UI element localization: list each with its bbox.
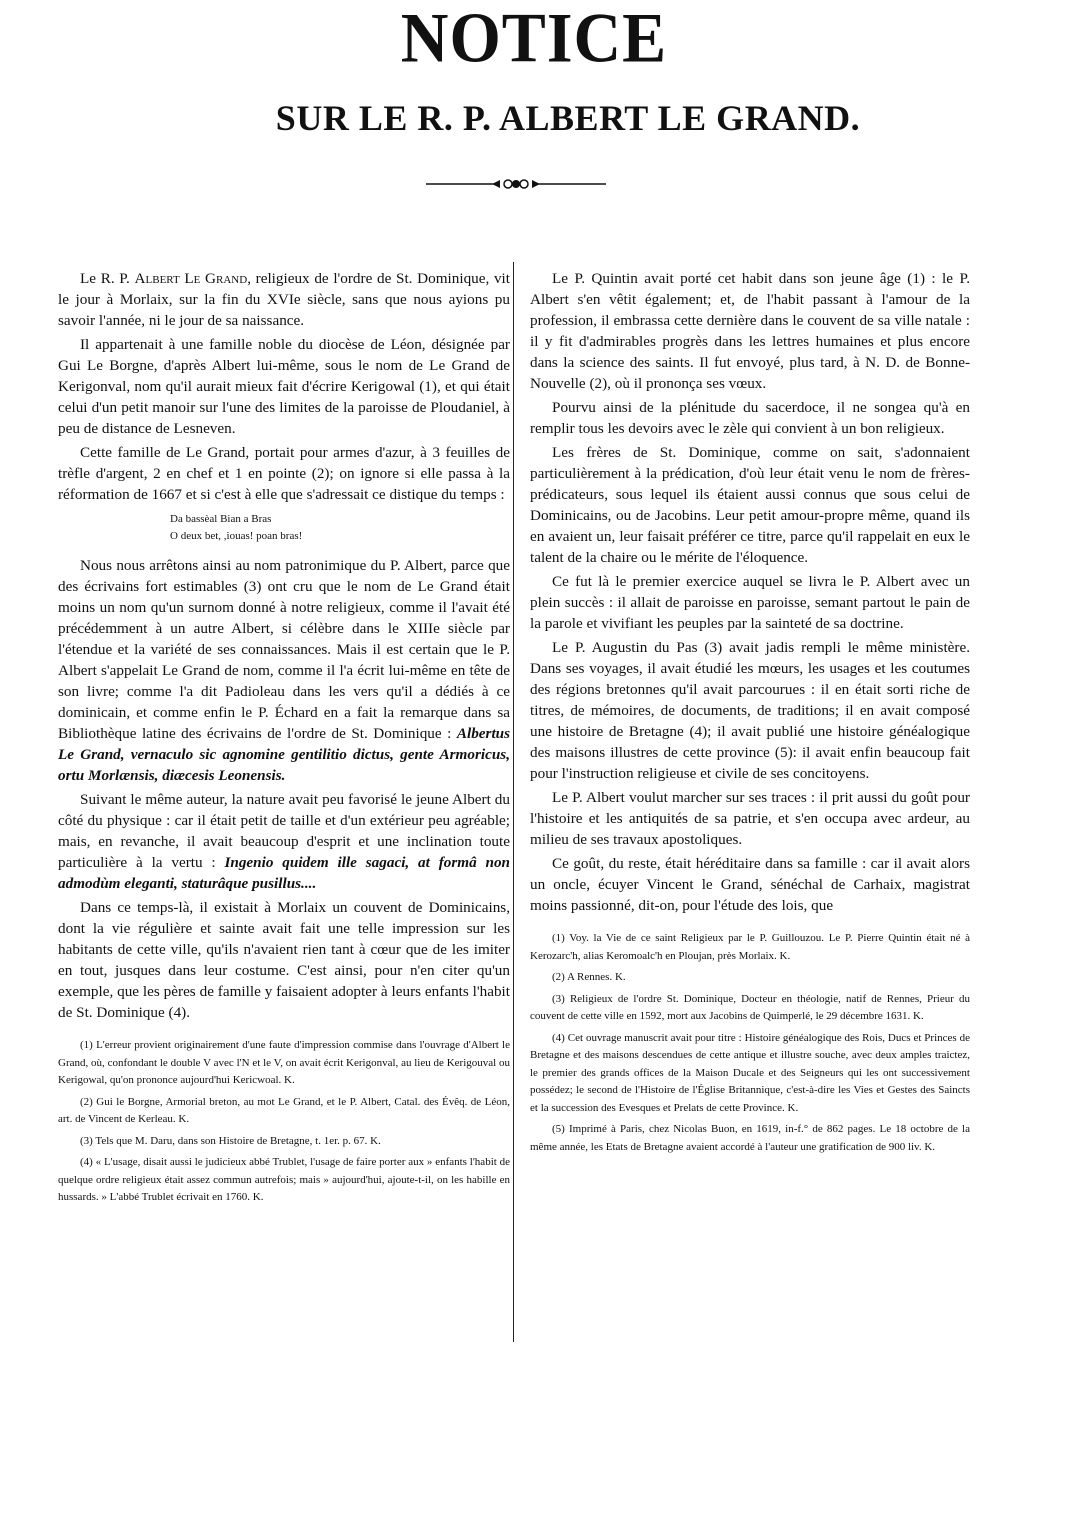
latin-quote: Albertus Le Grand, vernaculo sic agnomine gentilitio dictus, gente Armoricus, ortu Morlænsis, diæcesis Leonensis. <box>58 725 511 784</box>
paragraph: Le P. Albert voulut marcher sur ses traces : il prit aussi du goût pour l'histoire et les antiquités de sa patrie, et s'en occupa avec ardeur, au milieu de ses travaux apostoliques. <box>530 789 970 848</box>
paragraph: Les frères de St. Dominique, comme on sait, s'adonnaient particulièrement à la prédication, d'où leur était venu le nom de frères-prédicateurs, sous lequel ils étaient aussi connus que sous celui de Dominicains, ou de Jacobins. Leur petit amour-propre même, quand ils en avaient un, leur faisait préférer ce titre, parce qu'il rappelait en eux le talent de la chaire ou le mérite de l'éloquence. <box>530 444 970 566</box>
footnotes <box>530 930 970 1156</box>
latin-quote: Ingenio quidem ille sagaci, at formâ non admodùm eleganti, staturâque pusillus.... <box>58 854 510 892</box>
paragraph: Suivant le même auteur, la nature avait peu favorisé le jeune Albert du côté du physique : car il était petit de taille et d'un extérieur peu agréable; mais, en revanche, il avait beaucoup d'esprit et une inclination toute particulière à la vertu : Ingenio quidem ille sagaci, at formâ non admodùm eleganti, staturâque pusillus.... <box>58 791 510 892</box>
paragraph: Le R. P. Albert Le Grand, religieux de l'ordre de St. Dominique, vit le jour à Morlaix, sur la fin du XVIe siècle, sans que nous ayions pu savoir l'année, ni le jour de sa naissance. <box>58 270 511 329</box>
footnote: (1) Voy. la Vie de ce saint Religieux par le P. Guillouzou. Le P. Pierre Quintin était né à Kerozarc'h, alias Keromoalc'h en Ploujan, près Morlaix. K. <box>530 932 970 962</box>
paragraph: Dans ce temps-là, il existait à Morlaix un couvent de Dominicains, dont la vie régulière et sainte avait fait une telle impression sur les habitants de cette ville, qu'ils n'avaient rien tant à cœur que de les imiter en tout, jusques dans leur costume. C'est ainsi, pour n'en citer qu'un exemple, que les pères de famille y faisaient adopter à leurs enfants l'habit de St. Dominique (4). <box>58 899 510 1021</box>
verse-line: O deux bet, ,iouas! poan bras! <box>170 530 303 542</box>
paragraph: Ce goût, du reste, était héréditaire dans sa famille : car il avait alors un oncle, écuyer Vincent le Grand, sénéchal de Carhaix, magistrat moins passionné, dit-on, pour l'étude des lois, que <box>530 855 970 914</box>
paragraph: Il appartenait à une famille noble du diocèse de Léon, désignée par Gui Le Borgne, d'après Albert lui-même, sous le nom de Le Grand de Kerigonval, nom qu'il aurait mieux fait d'écrire Kerigowal (1), et qui était celui d'un petit manoir sur l'une des limites de la paroisse de Ploudaniel, à peu de distance de Lesneven. <box>58 336 510 437</box>
footnote: (1) L'erreur provient originairement d'une faute d'impression commise dans l'ouvrage d'Albert le Grand, où, confondant le double V avec l'N et le V, on avait écrit Kerigonval, au lieu de Kerigouval ou Kerigowal, qu'on prononce aujourd'hui Kericwoal. K. <box>58 1039 510 1086</box>
paragraph: Pourvu ainsi de la plénitude du sacerdoce, il ne songea qu'à en remplir tous les devoirs avec le zèle qui convient à un bon religieux. <box>530 399 970 437</box>
ornament-divider-icon <box>426 175 606 193</box>
footnote: (5) Imprimé à Paris, chez Nicolas Buon, en 1619, in-f.° de 862 pages. Le 18 octobre de la même année, les Etats de Bretagne avaient accordé à l'auteur une gratification de 900 liv. K. <box>530 1123 970 1153</box>
paragraph: Ce fut là le premier exercice auquel se livra le P. Albert avec un plein succès : il allait de paroisse en paroisse, semant partout le pain de la parole et vivifiant les peuples par la sainteté de sa doctrine. <box>530 573 970 632</box>
footnote: (4) « L'usage, disait aussi le judicieux abbé Trublet, l'usage de faire porter aux » enfants l'habit de quelque ordre religieux était assez commun autrefois; mais » aujourd'hui, ajoute-t-il, on les habille en hussards. » L'abbé Trublet écrivait en 1760. K. <box>58 1156 510 1203</box>
author-name: Albert Le Grand <box>134 270 248 287</box>
left-column <box>58 268 510 1211</box>
right-column <box>530 268 970 1160</box>
footnote: (3) Religieux de l'ordre St. Dominique, Docteur en théologie, natif de Rennes, Prieur du couvent de cette ville en 1592, mort aux Jacobins de Quimperlé, le 29 décembre 1631. K. <box>530 992 970 1022</box>
paragraph: Le P. Quintin avait porté cet habit dans son jeune âge (1) : le P. Albert s'en vêtit également; et, de l'habit passant à l'amour de la profession, il embrassa cette dernière dans le couvent de sa ville natale : il y fit d'admirables progrès dans les lettres humaines et plus encore dans la science des saints. Il fut envoyé, plus tard, à N. D. de Bonne-Nouvelle (2), où il prononça ses vœux. <box>530 270 970 392</box>
footnote: (2) Gui le Borgne, Armorial breton, au mot Le Grand, et le P. Albert, Catal. des Évêq. de Léon, art. de Vincent de Kerleau. K. <box>58 1095 510 1125</box>
paragraph: Cette famille de Le Grand, portait pour armes d'azur, à 3 feuilles de trèfle d'argent, 2 en chef et 1 en pointe (2); on ignore si elle passa à la réformation de 1667 et si c'est à elle que s'adressait ce distique du temps : <box>58 444 510 503</box>
footnote: (2) A Rennes. K. <box>552 971 626 983</box>
verse-line: Da bassèal Bian a Bras <box>170 513 272 525</box>
page-title: NOTICE <box>400 0 668 78</box>
footnotes <box>58 1037 510 1207</box>
paragraph: Le P. Augustin du Pas (3) avait jadis rempli le même ministère. Dans ses voyages, il avait étudié les mœurs, les usages et les coutumes des régions bretonnes qu'il avait parcourues : il en était sorti riche de titres, de mémoires, de documents, de traditions; il en avait composé une histoire de Bretagne (4); il avait publié une histoire généalogique des maisons illustres de cette province (5): il avait enfin beaucoup fait pour l'instruction religieuse et civile de ses concitoyens. <box>530 639 970 782</box>
distich <box>170 511 510 545</box>
footnote: (4) Cet ouvrage manuscrit avait pour titre : Histoire généalogique des Rois, Ducs et Princes de Bretagne et des maisons descendues de cette antique et illustre souche, avec deux amples traictez, le premier des grands offices de la Maison Ducale et des Seigneurs qui les ont successivement possédez; le second de l'Histoire de l'Église Britannique, c'est-à-dire les Vies et Gestes des Saincts et la succession des Evesques et Prelats de cette Province. K. <box>530 1031 970 1114</box>
page-subtitle: SUR LE R. P. ALBERT LE GRAND. <box>275 98 861 138</box>
column-divider <box>513 262 514 1342</box>
paragraph: Nous nous arrêtons ainsi au nom patronimique du P. Albert, parce que des écrivains fort estimables (3) ont cru que le nom de Le Grand était moins un nom qu'un surnom donné à notre religieux, comme il l'avait été précédemment à un autre Albert, si célèbre dans le XIIIe siècle par l'étendue et la variété de ses connaissances. Mais il est certain que le P. Albert s'appelait Le Grand de nom, comme il l'a écrit lui-même en tête de son livre; comme l'a dit Padioleau dans les vers qu'il a dédiés à ce dominicain, et comme enfin le P. Échard en a fait la remarque dans sa Bibliothèque latine des écrivains de l'ordre de St. Dominique : Albertus Le Grand, vernaculo sic agnomine gentilitio dictus, gente Armoricus, ortu Morlænsis, diæcesis Leonensis. <box>58 557 511 784</box>
footnote: (3) Tels que M. Daru, dans son Histoire de Bretagne, t. 1er. p. 67. K. <box>80 1134 381 1147</box>
